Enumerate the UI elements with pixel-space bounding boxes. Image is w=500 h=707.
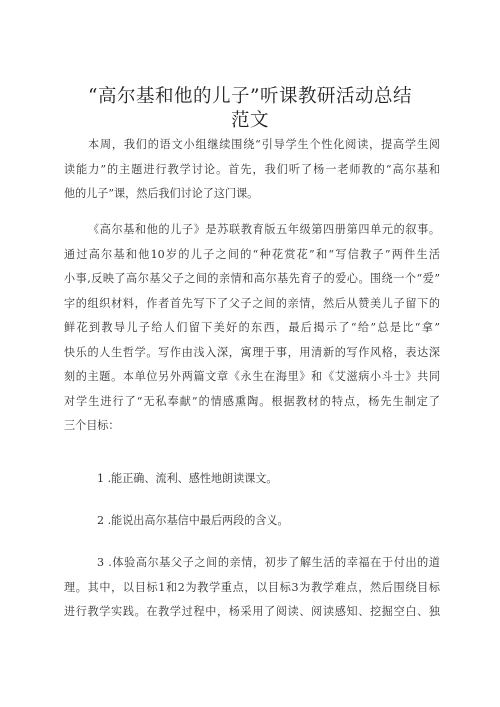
text-line: 快乐的人生哲学。写作由浅入深，寓理于事，用清新的写作风格，表达深 [64,345,440,359]
paragraph-lesson-overview [64,218,440,439]
text-line: 2 .能说出高尔基信中最后两段的含义。 [97,514,289,527]
text-line: 小事,反映了高尔基父子之间的亲情和高尔基先育子的爱心。围绕一个“爱” [64,272,440,285]
text-line: 通过高尔基和他10岁的儿子之间的“种花赏花”和“写信教子”两件生活 [64,247,440,261]
text-line: 3 .体验高尔基父子之间的亲情，初步了解生活的幸福在于付出的道 [97,556,440,569]
text-line: 进行教学实践。在教学过程中，杨采用了阅读、阅读感知、挖掘空白、独 [64,605,440,618]
text-line: 1 .能正确、流利、感性地朗读课文。 [97,472,278,485]
text-line: 《高尔基和他的儿子》是苏联教育版五年级第四册第四单元的叙事。 [88,223,440,236]
text-line: 他的儿子”课，然后我们讨论了这门课。 [64,187,259,200]
text-line: 刻的主题。本单位另外两篇文章《永生在海里》和《艾滋病小斗士》共同 [64,370,440,383]
text-line: 理。其中，以目标1和2为教学重点，以目标3为教学难点，然后围绕目标 [64,580,440,594]
paragraph-goal-1 [64,467,440,492]
paragraph-goal-3 [64,551,440,625]
document-title-line-2: 范文 [230,110,269,131]
text-line: 读能力”的主题进行教学讨论。首先，我们听了杨一老师教的“高尔基和 [64,162,440,176]
text-line: 三个目标： [64,419,120,432]
text-line: 本周，我们的语文小组继续围绕“引导学生个性化阅读，提高学生阅 [88,138,440,151]
paragraph-goal-2 [64,509,440,534]
text-line: 鲜花到教导儿子给人们留下美好的东西，最后揭示了“给”总是比“拿” [64,321,440,334]
text-line: 对学生进行了“无私奉献”的情感熏陶。根据教材的特点，杨先生制定了 [64,394,440,408]
text-line: 字的组织材料，作者首先写下了父子之间的亲情，然后从赞美儿子留下的 [64,296,440,310]
document-title-line-1: “高尔基和他的儿子”听课教研活动总结 [88,86,412,107]
paragraph-intro [64,133,440,207]
